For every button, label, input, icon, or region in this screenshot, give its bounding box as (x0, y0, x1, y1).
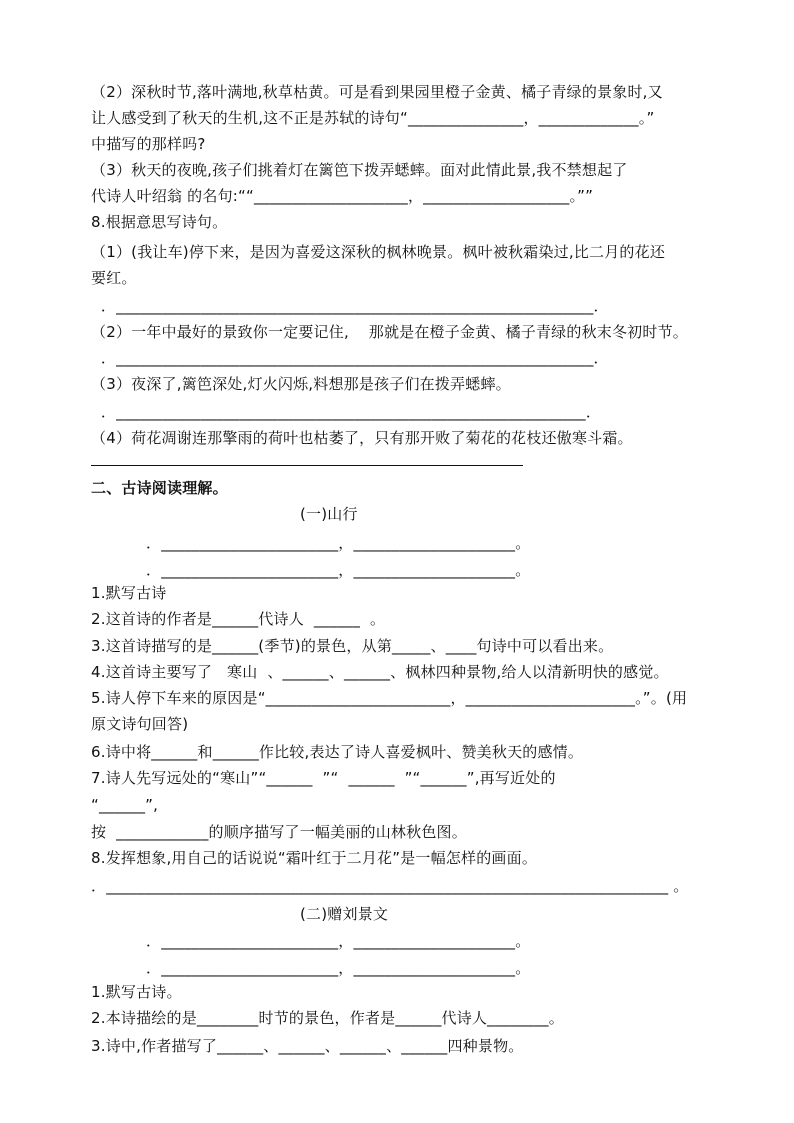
s8-item-3: （3）夜深了,篱笆深处,灯火闪烁,料想那是孩子们在拨弄蟋蟀。 (91, 375, 511, 393)
q2-line-1: （2）深秋时节,落叶满地,秋草枯黄。可是看到果园里橙子金黄、橘子青绿的景象时,又 (91, 83, 663, 101)
p2-q1: 1.默写古诗。 (91, 983, 182, 1001)
p1-q5-cont: 原文诗句回答) (91, 715, 189, 733)
p1-q7: 7.诗人先写远处的“寒山”“______ ”“ ______ ”“______”,再写近处的 (91, 769, 556, 787)
poem1-blank-line-2: ．_______________________，_____________________。 (146, 561, 531, 579)
p1-q7-end: 按 ____________的顺序描写了一幅美丽的山林秋色图。 (91, 823, 467, 841)
poem1-blank-line-1: ．_______________________，_____________________。 (146, 534, 531, 552)
poem1-title: (一)山行 (300, 505, 358, 523)
p1-q5: 5.诗人停下车来的原因是“________________________，______________________。”。(用 (91, 689, 688, 707)
s8-item-4: （4）荷花凋谢连那擎雨的荷叶也枯萎了，只有那开败了菊花的花枝还傲寒斗霜。 (91, 429, 633, 447)
s8-item-2: （2）一年中最好的景致你一定要记住, 那就是在橙子金黄、橘子青绿的秋末冬初时节。 (91, 323, 688, 341)
p1-q6: 6.诗中将______和______作比较,表达了诗人喜爱枫叶、赞美秋天的感情。 (91, 743, 584, 761)
s8-answer-line-4 (91, 465, 523, 466)
p1-q7-cont: “______”, (91, 796, 159, 814)
s8-item-1: （1）(我让车)停下来，是因为喜爱这深秋的枫林晚景。枫叶被秋霜染过,比二月的花还 (91, 243, 666, 261)
q2-line-3: 中描写的那样吗? (91, 135, 206, 153)
q3-line-1: （3）秋天的夜晚,孩子们挑着灯在篱笆下拨弄蟋蟀。面对此情此景,我不禁想起了 (91, 161, 628, 179)
poem2-blank-line-2: ．_______________________，_____________________。 (146, 959, 531, 977)
p1-q8: 8.发挥想象,用自己的话说说“霜叶红于二月花”是一幅怎样的画面。 (91, 849, 538, 867)
p1-q4: 4.这首诗主要写了 寒山 、______、______、枫林四种景物,给人以清新明快的感觉。 (91, 663, 669, 681)
section-2-heading: 二、古诗阅读理解。 (91, 479, 228, 497)
p1-q1: 1.默写古诗 (91, 584, 167, 602)
s8-answer-line-1: ．______________________________________________________________． (91, 297, 609, 315)
poem2-title: (二)赠刘景文 (300, 905, 389, 923)
poem2-blank-line-1: ．_______________________，_____________________。 (146, 932, 531, 950)
q2-line-2: 让人感受到了秋天的生机,这不正是苏轼的诗句“_______________，_____________。” (91, 109, 655, 127)
p1-q3: 3.这首诗描写的是______(季节)的景色，从第_____、____句诗中可以看出来。 (91, 637, 614, 655)
p2-q3: 3.诗中,作者描写了______、______、______、______四种景物。 (91, 1037, 524, 1055)
s8-item-1-cont: 要红。 (91, 269, 137, 287)
p1-q2: 2.这首诗的作者是______代诗人 ______ 。 (91, 610, 386, 628)
s8-answer-line-2: ．______________________________________________________________． (91, 349, 609, 367)
p1-q8-answer-line: ．_________________________________________________________________________ 。 (91, 877, 689, 895)
section-8-title: 8.根据意思写诗句。 (91, 213, 228, 231)
q3-line-2: 代诗人叶绍翁 的名句:““____________________，___________________。”” (91, 187, 594, 205)
p2-q2: 2.本诗描绘的是________时节的景色，作者是______代诗人________。 (91, 1009, 564, 1027)
s8-answer-line-3: ．_____________________________________________________________． (91, 403, 602, 421)
